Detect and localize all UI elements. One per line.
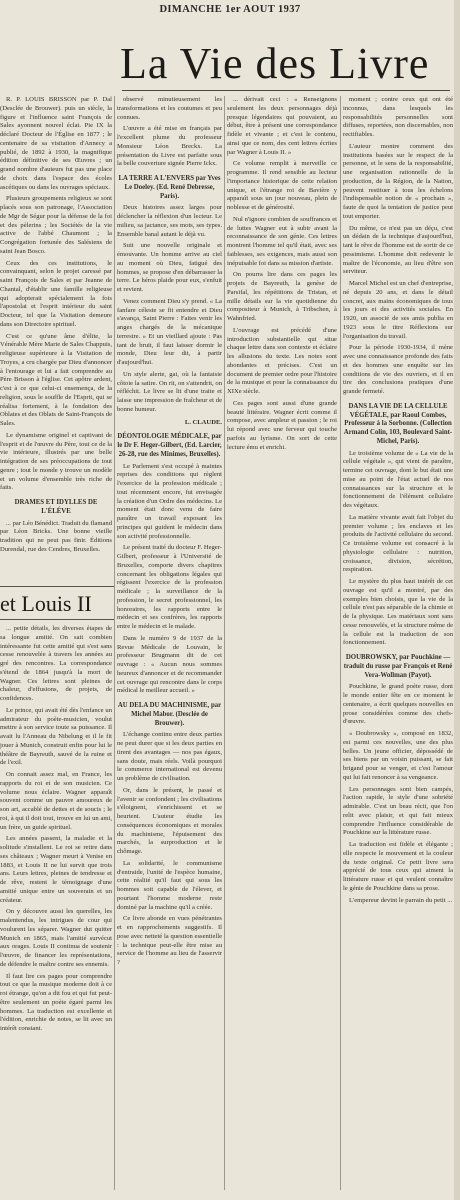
column-4 (343, 96, 453, 1190)
paragraph: ... dérivait ceci : « Renseignons seulement les deux personnages déjà presque légendaires qui pouvaient, au début, être à présent une correspondance fidèle et vivante ; et c'est le contenu, ainsi que ce nom, des cent lettres écrites par Wagner à Louis II. » (227, 96, 337, 156)
paragraph (0, 558, 112, 559)
paragraph: ... par Léo Bénédict. Traduit du flamand par Léon Bricks. Une bonne vieille tradition qui ne peut pas finir. Éditions Durendal, rue des Cendres, Bruxelles. (0, 519, 112, 553)
paragraph: Le présent traité du docteur F. Heger-Gilbert, professeur à l'Université de Bruxelles, comporte divers chapitres concernant les obligations légales qui régissent l'exercice de la profession médicale ; la surveillance de la profession, le secret professionnel, les honoraires, les rapports entre le médecin et ses confrères, les rapports entre le médecin et le malade. (117, 544, 222, 630)
review-heading: DÉONTOLOGIE MÉDICALE, par le Dr F. Heger-Gilbert, (Ed. Larcier, 26-28, rue des Minimes, Bruxelles). (117, 433, 222, 458)
paragraph: Suit une nouvelle originale et émouvante. Un homme arrive au ciel au moment où Dieu, fatigué des hommes, se propose d'en débarrasser la terre. Le héros plaide pour eux, s'enfuit et revient. (117, 242, 222, 293)
author-signature: L. CLAUDE. (184, 418, 222, 426)
paragraph: On pourra lire dans ces pages les projets de Bayreuth, la genèse de Parsifal, les répétitions de Tristan, et mille détails sur la vie quotidienne du compositeur à Munich, à Tribschen, à Wahnfried. (227, 271, 337, 322)
paragraph: Ces pages sont aussi d'une grande beauté littéraire. Wagner écrit comme il compose, avec ampleur et passion ; le roi lui répond avec une ferveur qui touche parfois au lyrisme. On sort de cette lecture ému et enrichi. (227, 399, 337, 451)
column-1-lower (0, 625, 112, 1190)
dateline: DIMANCHE 1er AOUT 1937 (159, 4, 301, 15)
paragraph: Les années passent, la maladie et la solitude s'installent. Le roi se retire dans ses châteaux ; Wagner meurt à Venise en 1883, et Louis II ne lui survit que trois ans. Leurs lettres, pleines de tendresse et de rêve, restent le témoignage d'une amitié unique entre un souverain et un créateur. (0, 835, 112, 904)
paragraph: La solidarité, le communisme d'entraide, l'unité de l'espèce humaine, cette réalité qu'il faut qui sous les hommes soit capable de l'élever, et pourtant l'homme moderne reste dominé par la machine qu'il a créée. (117, 859, 222, 911)
paragraph: Il faut lire ces pages pour comprendre tout ce que la musique moderne doit à ce roi étrange, qu'on a dit fou et qui fut peut-être seulement un poète égaré parmi les hommes. La traduction est excellente et l'édition, enrichie de notes, se lit avec un intérêt constant. (0, 972, 112, 1032)
paragraph: La matière vivante avait fait l'objet du premier volume ; les enclaves et les produits de l'activité cellulaire du second. Ce troisième volume est consacré à la physiologie cellulaire : nutrition, croissance, division, sécrétion, respiration. (343, 513, 453, 574)
paragraph: Ceux des ces institutions, le convainquant, selon le projet caressé par saint François de Sales et par Jeanne de Chantal, d'établir une famille religieuse qui adopterait spécialement la fois l'apostolat et l'esprit intérieur du saint Docteur, tel que la Visitation demeure dans son Directoire spirituel. (0, 259, 112, 328)
paragraph: L'œuvre a été mise en français par l'excellent plume du professeur Monsieur Léon Breckx. La présentation du Livre est parfaite sous la belle couverture signée Pierre Ickx. (117, 125, 222, 168)
paragraph: Ce livre abonde en vues pénétrantes et en rapprochements suggestifs. Il pose avec netteté la question essentielle : la technique peut-elle être mise au service de l'homme au lieu de l'asservir ? (117, 915, 222, 966)
column-rule (340, 96, 341, 1190)
paragraph: « Doubrowsky », composé en 1832, est parmi ces nouvelles, une des plus belles. Un jeune officier, dépossédé de ses biens par un voisin puissant, se fait brigand pour se venger, et c'est l'amour qui lui fait renoncer à sa vengeance. (343, 730, 453, 781)
masthead-title: La Vie des Livre (120, 39, 430, 88)
paragraph: On connait assez mal, en France, les rapports du roi et de son musicien. Ce volume nous éclaire. Wagner apparaît souvent comme un pauvre amoureux de son art, accablé de dettes et de soucis ; le roi, à qui il doit tout, trouve en lui un ami, un frère, un guide spirituel. (0, 771, 112, 831)
article-title: et Louis II (0, 586, 114, 620)
paragraph: L'échange continu entre deux parties ne peut durer que si les deux parties en tirent des avantages — nos pas égaux, sans doute, mais réels. Voilà pourquoi le commerce international est devenu un problème de civilisation. (117, 731, 222, 782)
paragraph: Le troisième volume de « La vie de la cellule végétale », qui vient de paraître, termine cet ouvrage, dont le but était une mise au point de l'état actuel de nos connaissances sur la structure et le fonctionnement de l'élément cellulaire des végétaux. (343, 449, 453, 509)
column-3 (227, 96, 337, 1190)
paragraph: Dans le numéro 9 de 1937 de la Revue Médicale de Louvain, le professeur Brugmann dit de cet ouvrage : « Aucun nous sommes heureux d'annoncer et de recommander cet ouvrage qui rencontre dans le corps médical le meilleur accueil. » (117, 634, 222, 695)
column-2 (117, 96, 222, 1190)
paragraph: Deux histoires assez larges pour déclencher la réflexion d'un lecteur. Le milieu, sa jactance, ses mots, ses types. Ensemble banal autant le déjà vu. (117, 204, 222, 238)
paragraph: L'ouvrage est précédé d'une introduction substantielle qui situe chaque lettre dans son contexte et éclaire les allusions du texte. Les notes sont abondantes et précises. C'est un document de premier ordre pour l'histoire de la musique et pour la connaissance du XIXe siècle. (227, 326, 337, 395)
paragraph: Le prince, qui avait été dès l'enfance un admirateur du poète-musicien, voulut mettre à son service toute sa puissance. Il avait lu l'Anneau du Nibelung et il le fit jouer à Munich, construit enfin pour lui le théâtre de Bayreuth, sauvé de la ruine et de l'exil. (0, 706, 112, 767)
paragraph: Les personnages sont bien campés, l'action rapide, le style d'une sobriété admirable. C'est un beau récit, que l'on relit avec plaisir, et qui fait mieux comprendre l'influence considérable de Pouchkine sur la littérature russe. (343, 785, 453, 837)
masthead-rule (122, 90, 450, 91)
paragraph: Pouchkine, le grand poète russe, dont le monde entier fête en ce moment le centenaire, a écrit quelques nouvelles en prose considérées comme des chefs-d'œuvre. (343, 683, 453, 726)
paragraph: Pour la période 1930-1934, il mène avec une connaissance profonde des faits et des hommes une enquête sur les conditions de vie des ouvriers, et il en tire des conclusions pratiques d'une grande fermeté. (343, 344, 453, 395)
paragraph: C'est ce qu'une âme d'élite, la Vénérable Mère Marie de Sales Chappuis, religieuse supérieure à la Visitation de Troyes, a cru chargée par Dieu d'annoncer à l'entourage et lui a fait comprendre au Père Brisson à l'église. Cet apôtre ardent, c'est à ce que celui-ci ensemença, de la religion, sous le souffle de l'Esprit, qui se réalisa fortement, à la fondation des Oblates et des Oblats de Saint-François de Sales. (0, 332, 112, 427)
review-heading: DOUBROWSKY, par Pouchkine — traduit du russe par François et René Vera-Wollman (Payot). (343, 654, 453, 679)
column-rule (224, 96, 225, 1190)
review-heading: LA TERRE A L'ENVERS par Yves Le Doeley. (Ed. René Debresse, Paris). (118, 175, 221, 200)
paragraph: Venez comment Dieu s'y prend. « La fanfare céleste se fit entendre et Dieu s'avança, Saint Pierre : Faites venir les anges chargés de la mécanique terrestre. » Et un vieillard ajoute : Pas tant de bruit, il faut laisser dormir le monde, Dieu leur dit, à partir d'aujourd'hui. (117, 297, 222, 366)
paragraph: Nul n'ignore combien de souffrances et de luttes Wagner eut à subir avant la reconnaissance de son génie. Ces lettres montrent l'homme tel qu'il était, avec ses faiblesses, ses exigences, mais aussi son inépuisable foi dans sa mission d'artiste. (227, 215, 337, 267)
paragraph: L'empereur devint le parrain du petit ... (349, 896, 453, 904)
paragraph: Le dynamisme originel et captivant de l'esprit et de l'œuvre du Père, tout ce de la vie intérieure, illustrés par une belle intégration de ses préoccupations de tout genre ; tout le monde y trouve un modèle et un volume d'ensemble très riche de faits. (0, 431, 112, 492)
paragraph: Ce volume remplit à merveille ce programme. Il rend sensible au lecteur l'importance historique de cette relation unique, et l'étrange roi de Bavière y apparaît sous un jour nouveau, plein de noblesse et de générosité. (227, 160, 337, 211)
paragraph: Plusieurs groupements religieux se sont placés sous son patronage, l'Association de Mgr de Ségur pour la défense de la foi et des pèlerins ; les Sociétés de la vie active de l'abbé Chaumont ; la Congrégation fortunée des Salésiens de saint Jean Bosco. (0, 195, 112, 255)
paragraph: Un style alerte, gai, où la fantaisie côtoie la satire. On rit, on s'attendrit, on réfléchit. Le livre se lit d'une traite et laisse une impression de fraîcheur et de bonne humeur. (117, 370, 222, 413)
paragraph: Le Parlement s'est occupé à maintes reprises des conditions qui règlent l'exercice de la profession médicale ; tout récemment encore, fut envisagée la création d'un Ordre des médecins. Le moment était donc venu de faire paraître un travail exposant les principes qui guident le médecin dans son activité professionnelle. (117, 462, 222, 540)
paragraph: Or, dans le présent, le passé et l'avenir se confondent ; les civilisations s'éloignent, s'enrichissent et se heurtent. L'auteur étudie les conséquences économiques et morales du machinisme, l'épuisement des marchés, la surproduction et le chômage. (117, 786, 222, 855)
paragraph: On y découvre aussi les querelles, les malentendus, les intrigues de cour qui voulurent les séparer. Wagner dut quitter Munich en 1865, mais l'amitié survécut aux orages. Louis II continua de soutenir l'œuvre, de financer les représentations, de défendre le maître contre ses ennemis. (0, 908, 112, 968)
review-heading: AU DELA DU MACHINISME, par Michel Mabor. (Desclée de Brouwer). (117, 702, 222, 727)
paragraph: Marcel Michel est un chef d'entreprise, né depuis 20 ans, et dans le détail concret, aux mains économiques de tous les jours et des activités sociales. En 1920, un associé de ses amis publia en 1923 sous le titre Réflexions sur l'organisation du travail. (343, 280, 453, 340)
column-rule (114, 96, 115, 1190)
paragraph: R. P. LOUIS BRISSON par P. Dal (Desclée de Brouwer). puis un siècle, la figure et l'influence saint François de Sales ayonnent nouvel éclat. Pie IX la déclaré Docteur de l'Église en 1877 ; le centenaire de sa visitation d'Annecy a publié, de 1892 à 1930, la magnifique édition définitive de ses Œuvres ; un grand nombre d'auteurs fut pas une place de choix dans l'espace des écoles ascétiques ou dans les ouvrages spéciaux. (0, 96, 112, 191)
paragraph: L'auteur montre comment des institutions basées sur le respect de la personne, et le sens de la responsabilité, une organisation rationnelle de la production, de la Région, de la Nation, peuvent restituer à tous les échelons l'indispensable notion de « prochain », faute de quoi la tentation de justice peut tout emporter. (343, 142, 453, 220)
paragraph: ... petite détails, les diverses étapes de sa longue amitié. On sait combien intéressante fut cette amitié qui s'est sans cesse renouvelée à travers les années au gré des rencontres. La correspondance s'étend de 1864 jusqu'à la mort de Wagner. Ces lettres sont pleines de chaleur, d'effusions, de projets, de confidences. (0, 625, 112, 702)
paragraph: Le mystère du plus haut intérêt de cet ouvrage est qu'il a montré, par des exemples bien choisis, que la vie de la cellule n'est pas séparable de la chimie et de la physique. Les matériaux sont sans cesse renouvelés, et la structure même de la cellule est la traduction de son fonctionnement. (343, 578, 453, 647)
page-edge (454, 0, 460, 1200)
paragraph: La traduction est fidèle et élégante ; elle respecte le mouvement et la couleur du texte original. Ce petit livre sera apprécié de tous ceux qui aiment la littérature russe et qui veulent connaître le génie de Pouchkine dans sa prose. (343, 841, 453, 892)
paragraph: Du même, ce n'est pas un déçu, c'est un dédain de la technique d'aujourd'hui, tant le rêve de l'homme est de sortir de ce pessimisme. L'homme doit redevenir le maître de l'économie, au lieu d'être son serviteur. (343, 224, 453, 276)
review-heading: DRAMES ET IDYLLES DE L'ÉLÉVE (14, 499, 98, 515)
paragraph: observé minutieusement les transformations et les coutumes et peu connues. (117, 96, 222, 121)
review-heading: DANS LA VIE DE LA CELLULE VÉGÉTALE, par Raoul Combes, Professeur à la Sorbonne. (Collection Armand Colin, 103, Boulevard Saint-Michel, Paris). (343, 402, 453, 445)
paragraph: moment ; contre ceux qui ont été inconnus, dans lesquels les responsabilités personnelles sont diffuses, reportées, non discernables, non rectifiables. (343, 96, 453, 138)
column-1 (0, 96, 112, 558)
